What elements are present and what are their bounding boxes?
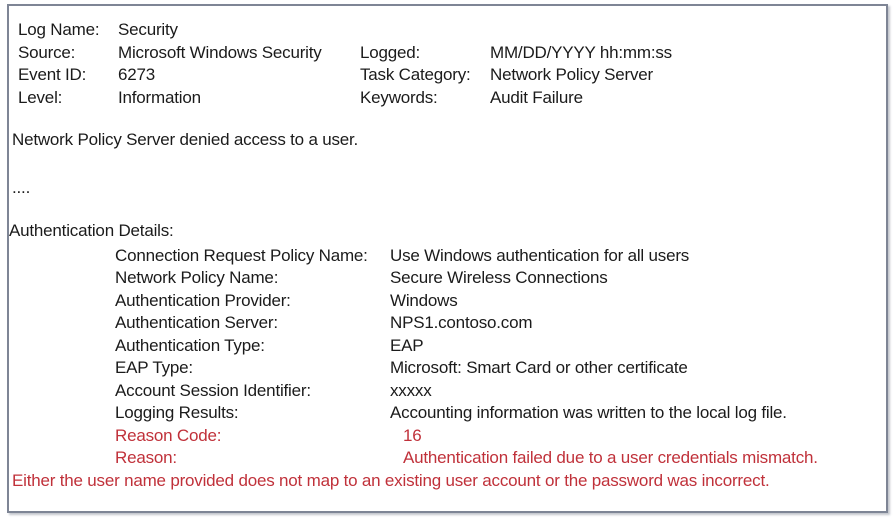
detail-value: Authentication failed due to a user credentials mismatch.: [403, 448, 818, 467]
keywords-value: Audit Failure: [490, 87, 583, 107]
detail-value: xxxxx: [390, 380, 432, 400]
detail-row-eap-type: [9, 357, 886, 380]
detail-value: Secure Wireless Connections: [390, 268, 608, 287]
detail-label: EAP Type:: [115, 358, 193, 377]
log-name-label: Log Name:: [18, 20, 100, 39]
detail-value: Windows: [390, 290, 458, 310]
detail-label: Logging Results:: [115, 403, 239, 422]
authentication-details-heading: Authentication Details:: [9, 221, 174, 240]
detail-label: Authentication Provider:: [115, 290, 291, 310]
task-category-label: Task Category:: [360, 65, 471, 84]
detail-label: Reason Code:: [115, 425, 222, 445]
detail-row-authentication-provider: [9, 290, 886, 313]
task-category-value: Network Policy Server: [490, 65, 654, 84]
detail-label: Authentication Server:: [115, 313, 278, 332]
detail-value: Use Windows authentication for all users: [390, 245, 690, 265]
source-value: Microsoft Windows Security: [118, 42, 322, 62]
level-label: Level:: [18, 87, 63, 107]
detail-row-authentication-type: [9, 335, 886, 358]
detail-row-logging-results: [9, 402, 886, 425]
event-id-value: 6273: [118, 65, 156, 84]
log-name-value: Security: [118, 20, 178, 39]
logged-value: MM/DD/YYYY hh:mm:ss: [490, 42, 672, 62]
detail-row-reason: [9, 447, 886, 470]
header-spacer: [360, 19, 490, 42]
detail-row-authentication-server: [9, 312, 886, 335]
keywords-label: Keywords:: [360, 87, 438, 107]
detail-label: Authentication Type:: [115, 335, 265, 355]
reason-explanation-text: Either the user name provided does not map to an existing user account or the password was incorrect.: [12, 470, 770, 490]
detail-row-network-policy-name: [9, 267, 886, 290]
detail-label: Network Policy Name:: [115, 268, 279, 287]
detail-value: 16: [403, 425, 422, 445]
logged-label: Logged:: [360, 42, 421, 62]
event-detail-panel: [7, 4, 888, 513]
header-spacer: [490, 19, 886, 42]
source-label: Source:: [18, 42, 76, 62]
detail-row-connection-request-policy: [9, 245, 886, 268]
detail-label: Reason:: [115, 448, 177, 467]
level-value: Information: [118, 87, 201, 107]
detail-value: Microsoft: Smart Card or other certificate: [390, 358, 688, 377]
detail-value: Accounting information was written to the local log file.: [390, 403, 787, 422]
event-id-label: Event ID:: [18, 65, 87, 84]
detail-label: Account Session Identifier:: [115, 380, 311, 400]
event-description: Network Policy Server denied access to a user.: [12, 130, 359, 149]
detail-label: Connection Request Policy Name:: [115, 245, 368, 265]
detail-row-reason-code: [9, 425, 886, 448]
event-header: [18, 19, 886, 109]
detail-value: EAP: [390, 335, 424, 355]
detail-value: NPS1.contoso.com: [390, 313, 533, 332]
truncation-ellipsis: ....: [12, 177, 31, 197]
detail-row-account-session-identifier: [9, 380, 886, 403]
authentication-details-list: [9, 245, 886, 470]
